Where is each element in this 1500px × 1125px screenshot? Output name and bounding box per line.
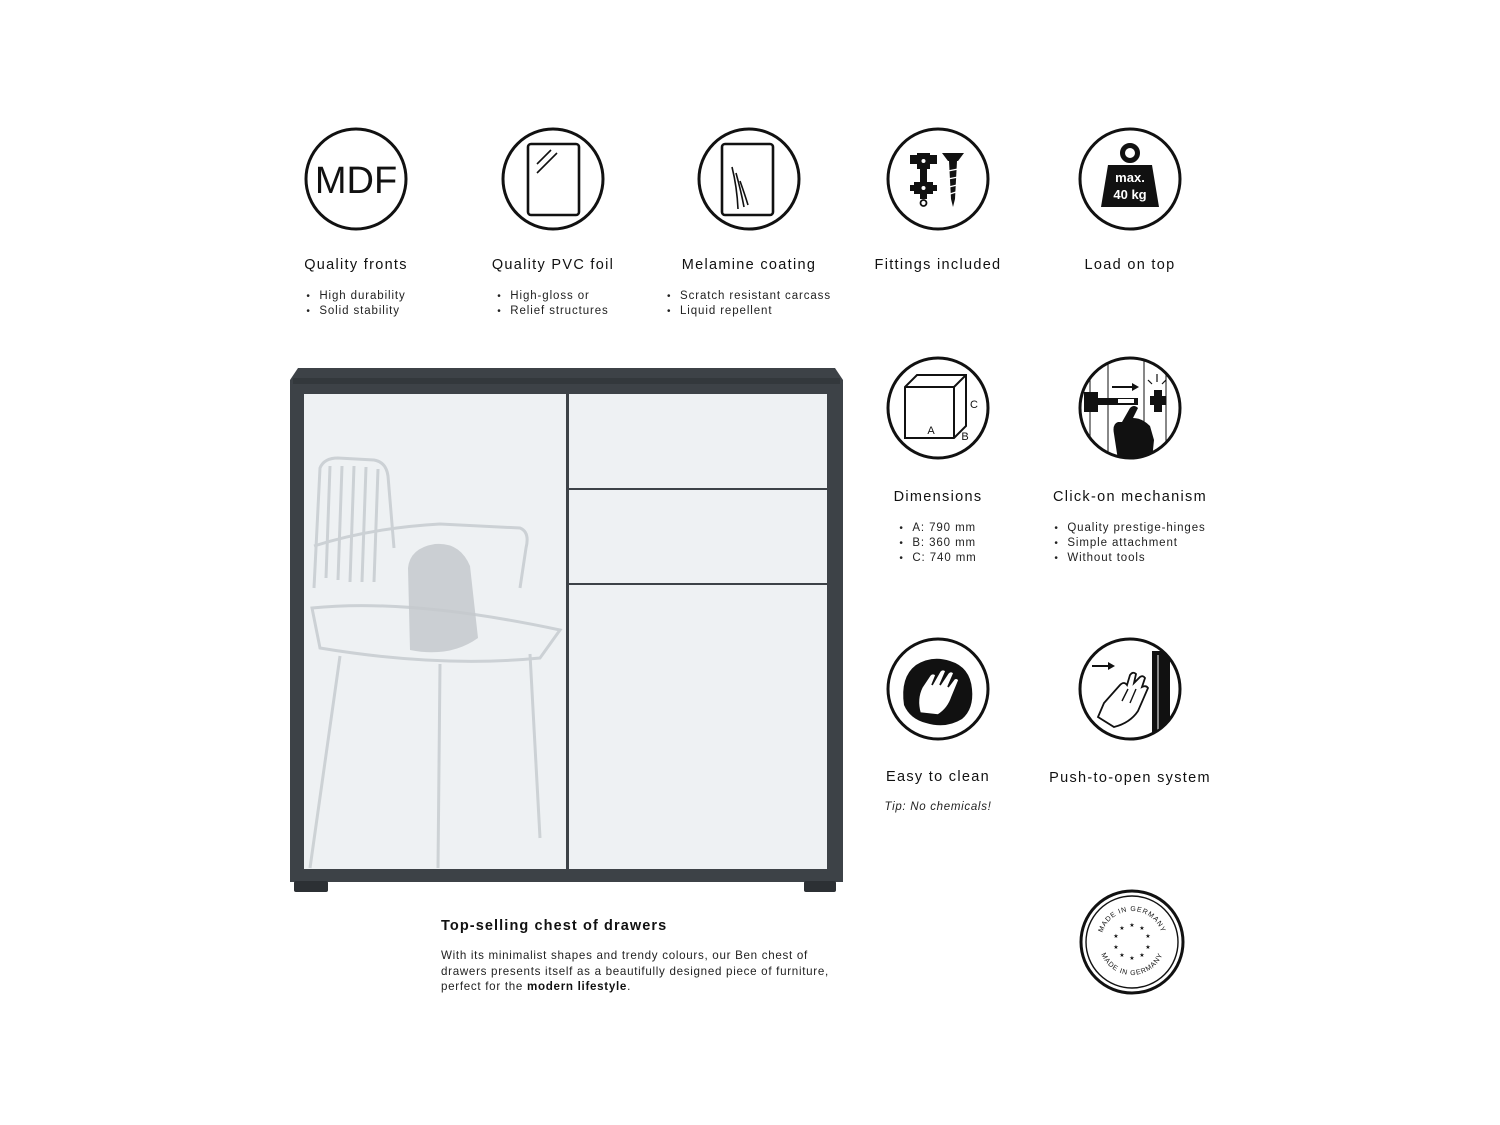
feature-bullet: • C: 740 mm [899,551,976,566]
svg-text:★: ★ [1113,944,1119,951]
svg-text:★: ★ [1129,922,1135,929]
made-in-germany-seal-icon [1079,889,1185,995]
feature-bullet: • Quality prestige-hinges [1054,521,1205,536]
promo-end: . [627,980,632,993]
feature-click-on-mechanism [1035,356,1225,566]
feature-bullets [497,289,608,319]
svg-text:A: A [927,425,935,437]
feature-bullets [899,521,976,566]
promo-bold: modern lifestyle [526,980,628,993]
drawer-front-top [569,394,827,488]
svg-text:★: ★ [1145,944,1151,951]
feature-bullets [667,289,831,319]
svg-text:C: C [970,399,978,411]
cube-dimensions-icon [886,356,990,460]
chest-of-drawers-image [290,368,843,892]
feature-bullet: • Liquid repellent [667,304,831,319]
feature-title: Load on top [1084,257,1176,273]
feature-melamine-coating [654,127,844,319]
feature-bullets [306,289,405,319]
feature-title: Quality fronts [304,257,408,273]
svg-text:max.: max. [1115,170,1145,185]
feature-load-on-top [1035,127,1225,273]
scratch-panel-icon [697,127,801,231]
svg-text:★: ★ [1119,952,1125,959]
promo-line: With its minimalist shapes and trendy colours, our Ben chest of [441,949,808,962]
feature-bullet: • Without tools [1054,551,1205,566]
svg-text:★: ★ [1145,933,1151,940]
mdf-icon [304,127,408,231]
svg-text:40 kg: 40 kg [1113,187,1147,202]
push-open-icon [1078,637,1182,741]
svg-text:★: ★ [1113,933,1119,940]
cleaning-cloth-icon [886,637,990,741]
feature-title: Dimensions [893,489,983,505]
feature-quality-fronts [261,127,451,319]
feature-fittings-included [843,127,1033,273]
feature-bullet: • A: 790 mm [899,521,976,536]
svg-text:MDF: MDF [314,160,398,202]
svg-text:MADE IN GERMANY: MADE IN GERMANY [1099,951,1165,978]
feature-title: Fittings included [874,257,1002,273]
hinge-screw-icon [886,127,990,231]
feature-tip: Tip: No chemicals! [884,801,992,813]
weight-icon [1078,127,1182,231]
feature-easy-to-clean [843,637,1033,813]
promo-title: Top-selling chest of drawers [441,918,668,934]
door-front-right [569,585,827,869]
feature-bullet: • Simple attachment [1054,536,1205,551]
click-hinge-icon [1078,356,1182,460]
svg-text:★: ★ [1139,925,1145,932]
feature-title: Easy to clean [886,769,990,785]
promo-line: perfect for the [441,980,527,993]
feature-title: Melamine coating [681,257,817,273]
svg-text:B: B [961,431,969,443]
promo-body [441,948,861,995]
feature-bullet: • Scratch resistant carcass [667,289,831,304]
drawer-front-middle [569,490,827,583]
svg-text:MADE IN GERMANY: MADE IN GERMANY [1097,905,1167,934]
feature-bullets [1054,521,1205,566]
feature-bullet: • High durability [306,289,405,304]
feature-title: Quality PVC foil [491,257,615,273]
feature-quality-pvc-foil [458,127,648,319]
feature-bullet: • High-gloss or [497,289,608,304]
promo-block [441,918,861,995]
feature-bullet: • B: 360 mm [899,536,976,551]
promo-line: drawers presents itself as a beautifully designed piece of furniture, [441,964,829,978]
svg-text:★: ★ [1129,955,1135,962]
svg-text:★: ★ [1139,952,1145,959]
glossy-panel-icon [501,127,605,231]
feature-title: Push-to-open system [1049,770,1211,786]
feature-title: Click-on mechanism [1053,489,1207,505]
feature-dimensions [843,356,1033,566]
svg-text:★: ★ [1119,925,1125,932]
feature-bullet: • Solid stability [306,304,405,319]
feature-push-to-open [1035,637,1225,786]
feature-bullet: • Relief structures [497,304,608,319]
